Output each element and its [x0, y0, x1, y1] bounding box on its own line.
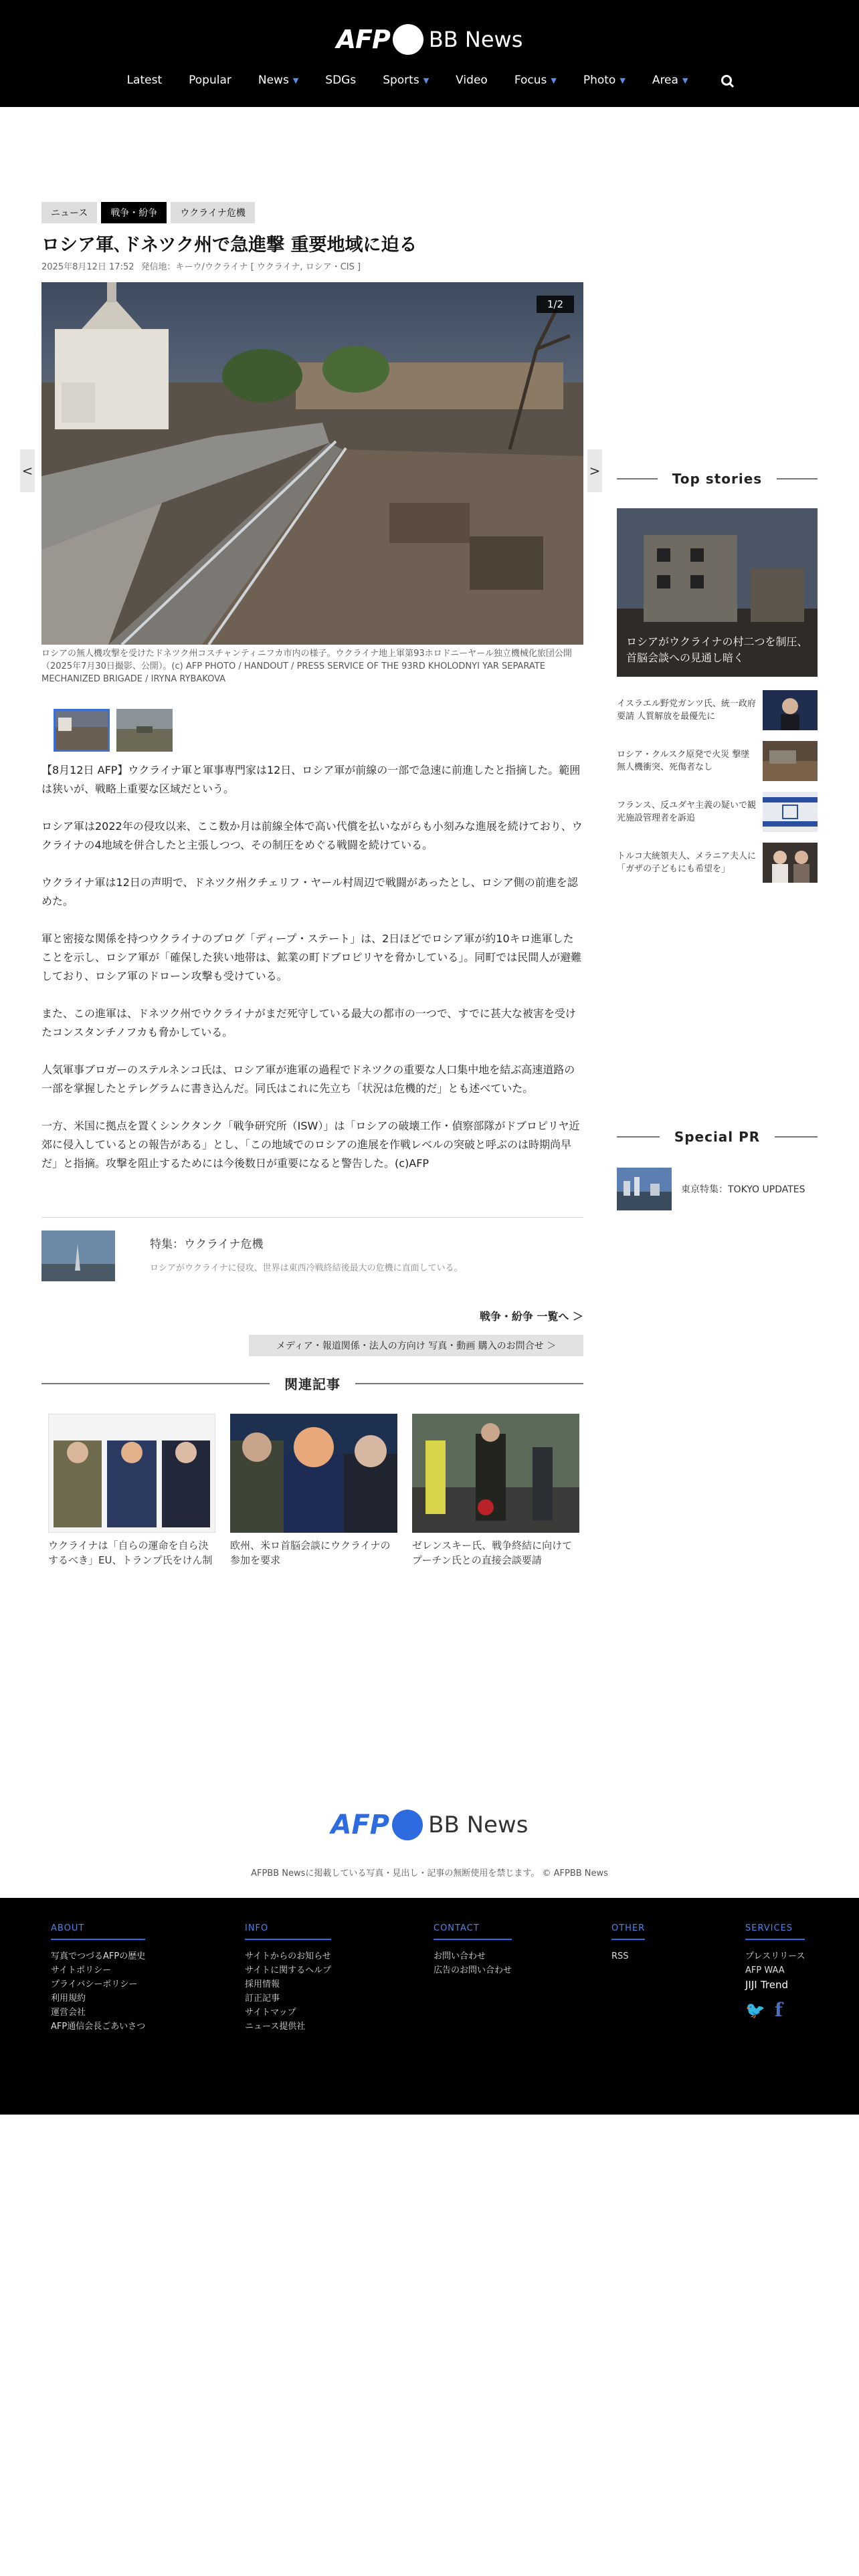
- nav-item-sdgs[interactable]: SDGs: [325, 74, 357, 87]
- war-conflict-list-link[interactable]: 戦争・紛争 一覧へ ＞: [479, 1310, 583, 1323]
- top-story-thumbnail: [763, 792, 818, 832]
- footer-column-info: [245, 1923, 331, 2034]
- footer-link[interactable]: 採用情報: [245, 1979, 280, 1990]
- top-story-title: トルコ大統領夫人、メラニア夫人に「ガザの子どもにも希望を」: [617, 851, 757, 874]
- gallery-counter: 1/2: [537, 296, 574, 313]
- footer-link[interactable]: プライバシーポリシー: [51, 1979, 138, 1990]
- footer-link[interactable]: ニュース提供社: [245, 2022, 306, 2032]
- nav-item-sports[interactable]: Sports ▼: [383, 74, 430, 87]
- gallery-next-button[interactable]: [587, 449, 602, 492]
- footer-column-heading: INFO: [245, 1923, 331, 1940]
- top-story-feature[interactable]: [617, 508, 818, 677]
- top-story-feature-title: ロシアがウクライナの村二つを制圧、首脳会談への見通し暗く: [626, 635, 808, 664]
- footer-link[interactable]: AFP WAA: [745, 1965, 785, 1975]
- top-stories-list: [617, 690, 818, 893]
- chevron-down-icon: ▼: [292, 76, 299, 85]
- footer-link[interactable]: サイトに関するヘルプ: [245, 1965, 332, 1975]
- footer-link[interactable]: RSS: [611, 1951, 629, 1961]
- jiji-trend-link[interactable]: JIJI Trend: [745, 1979, 788, 1991]
- article-title: ロシア軍､ドネツク州で急進撃 重要地域に迫る: [41, 235, 417, 255]
- footer-column-heading: OTHER: [611, 1923, 645, 1940]
- article-divider: [41, 1217, 583, 1218]
- feature-title: 特集：ウクライナ危機: [150, 1238, 264, 1251]
- site-footer: [0, 1898, 859, 2115]
- related-heading-label: 関連記事: [284, 1376, 341, 1392]
- footer-column-services: [745, 1923, 805, 2021]
- related-article-title: ゼレンスキー氏、戦争終結に向けてプーチン氏との直接会談要請: [412, 1539, 573, 1566]
- related-article-image: [230, 1414, 397, 1533]
- logo-dot-icon: [393, 24, 423, 55]
- search-icon: [721, 75, 732, 86]
- related-article-card[interactable]: [230, 1414, 397, 1568]
- top-story-title: イスラエル野党ガンツ氏、統一政府要請 人質解放を最優先に: [617, 699, 756, 722]
- footer-link[interactable]: サイトからのお知らせ: [245, 1951, 331, 1961]
- chevron-down-icon: ▼: [551, 76, 557, 85]
- copyright-notice: AFPBB Newsに掲載している写真・見出し・記事の無断使用を禁じます。 © AFPBB News: [251, 1868, 608, 1879]
- feature-thumbnail: [41, 1230, 115, 1281]
- special-pr-heading-label: Special PR: [674, 1129, 761, 1145]
- top-story-title: フランス、反ユダヤ主義の疑いで観光施設管理者を訴追: [617, 800, 757, 823]
- nav-item-news[interactable]: News ▼: [258, 74, 299, 87]
- article-paragraph: 人気軍事ブロガーのステルネンコ氏は、ロシア軍が進軍の過程でドネツクの重要な人口集中地を結ぶ高速道路の一部を掌握したとテレグラムに書き込んだ。同氏はこれに先立ち「状況は危機的だ」とも述べていた。: [41, 1063, 575, 1095]
- related-article-image: [412, 1414, 579, 1533]
- logo-afp-text: AFP: [336, 25, 390, 54]
- footer-column-other: [611, 1923, 645, 1963]
- gallery-prev-button[interactable]: [20, 449, 35, 492]
- footer-link[interactable]: プレスリリース: [745, 1951, 805, 1961]
- chevron-left-icon: <: [21, 463, 33, 479]
- article-paragraph: 一方、米国に拠点を置くシンクタンク「戦争研究所（ISW）」は「ロシアの破壊工作・偵察部隊がドブロピリヤ近郊に侵入しているとの報告がある」とし、「この地域でのロシアの進展を作戦レベルの突破と呼ぶのは時期尚早だ」と指摘。攻撃を阻止するためには今後数日が重要になると警告した。(c)AFP: [41, 1119, 580, 1170]
- footer-link[interactable]: 利用規約: [51, 1994, 86, 2004]
- footer-link[interactable]: サイトマップ: [245, 2008, 296, 2018]
- tag-war-conflict[interactable]: 戦争・紛争: [101, 202, 167, 223]
- main-nav: [0, 74, 859, 87]
- site-logo[interactable]: [0, 24, 859, 55]
- top-story-thumbnail: [763, 690, 818, 730]
- feature-description: ロシアがウクライナに侵攻、世界は東西冷戦終結後最大の危機に直面している。: [150, 1263, 463, 1273]
- article-date: 2025年8月12日 17:52: [41, 262, 134, 272]
- top-story-title: ロシア・クルスク原発で火災 撃墜無人機衝突、死傷者なし: [617, 750, 750, 772]
- footer-link[interactable]: お問い合わせ: [434, 1951, 486, 1961]
- feature-link[interactable]: [41, 1230, 463, 1281]
- top-story-item[interactable]: [617, 792, 818, 832]
- top-story-thumbnail: [763, 741, 818, 781]
- article-location: 発信地：キーウ/ウクライナ [ ウクライナ, ロシア・CIS ]: [140, 262, 361, 272]
- tag-ukraine-crisis[interactable]: ウクライナ危機: [171, 202, 255, 223]
- footer-link[interactable]: サイトポリシー: [51, 1965, 112, 1975]
- footer-logo-afp: AFP: [330, 1810, 390, 1840]
- footer-link[interactable]: 訂正記事: [245, 1994, 280, 2004]
- article-body: [41, 761, 583, 1192]
- social-links: [745, 1999, 805, 2021]
- gallery-thumbnail[interactable]: [116, 709, 173, 752]
- footer-column-contact: [434, 1923, 512, 1977]
- special-pr-heading: [617, 1129, 818, 1145]
- related-article-card[interactable]: [412, 1414, 579, 1568]
- twitter-icon[interactable]: 🐦: [745, 2000, 765, 2020]
- article-meta: [41, 259, 361, 272]
- related-article-title: 欧州、米ロ首脳会談にウクライナの参加を要求: [230, 1539, 391, 1566]
- related-article-card[interactable]: [48, 1414, 215, 1568]
- photo-gallery[interactable]: [41, 282, 583, 645]
- gallery-thumbnail[interactable]: [54, 709, 110, 752]
- article-paragraph: ロシア軍は2022年の侵攻以来、ここ数か月は前線全体で高い代償を払いながらも小刻みな進展を続けており、ウクライナの4地域を併合したと主張しつつ、その制圧をめぐる戦闘を続けている。: [41, 820, 583, 851]
- footer-column-about: [51, 1923, 145, 2034]
- top-story-thumbnail: [763, 843, 818, 883]
- media-inquiry-banner[interactable]: メディア・報道関係・法人の方向け 写真・動画 購入のお問合せ ＞: [249, 1335, 583, 1356]
- special-pr-title: 東京特集：TOKYO UPDATES: [681, 1184, 805, 1195]
- tag-news[interactable]: ニュース: [41, 202, 97, 223]
- article-paragraph: ウクライナ軍は12日の声明で、ドネツク州クチェリフ・ヤール村周辺で戦闘があったとし、ロシア側の前進を認めた。: [41, 876, 578, 907]
- photo-caption: ロシアの無人機攻撃を受けたドネツク州コスチャンティニフカ市内の様子。ウクライナ地上軍第93ホロドニーヤール独立機械化旅団公開（2025年7月30日撮影、公開）。(c) AFP PHOTO / HANDOUT / PRESS SERVICE OF THE 93RD KHOLODNYI YAR SEPARATE MECHANIZED BRIGADE / IRYNA RYBAKOVA: [41, 649, 572, 684]
- gallery-thumbnails: [54, 709, 173, 752]
- footer-link[interactable]: 運営会社: [51, 2008, 86, 2018]
- top-stories-heading-label: Top stories: [672, 471, 763, 487]
- article-paragraph: また、この進軍は、ドネツク州でウクライナがまだ死守している最大の都市の一つで、すでに甚大な被害を受けたコンスタンチノフカも脅かしている。: [41, 1007, 576, 1039]
- footer-link[interactable]: 写真でつづるAFPの歴史: [51, 1951, 146, 1961]
- footer-column-heading: SERVICES: [745, 1923, 805, 1940]
- special-pr-thumbnail: [617, 1168, 672, 1210]
- gallery-photo: [41, 282, 583, 645]
- footer-column-heading: CONTACT: [434, 1923, 512, 1940]
- special-pr-item[interactable]: [617, 1168, 805, 1210]
- top-stories-heading: [617, 471, 818, 487]
- footer-link[interactable]: AFP通信会長ごあいさつ: [51, 2022, 146, 2032]
- chevron-down-icon: ▼: [682, 76, 688, 85]
- nav-item-latest[interactable]: Latest: [126, 74, 163, 87]
- site-header: [0, 0, 859, 107]
- nav-item-popular[interactable]: Popular: [189, 74, 231, 87]
- nav-item-focus[interactable]: Focus ▼: [514, 74, 557, 87]
- top-story-item[interactable]: [617, 690, 818, 730]
- footer-logo-bb: BB News: [428, 1812, 529, 1838]
- footer-link[interactable]: 広告のお問い合わせ: [434, 1965, 512, 1975]
- nav-search-button[interactable]: [701, 74, 745, 87]
- chevron-right-icon: >: [589, 463, 601, 479]
- article-paragraph: 【8月12日 AFP】ウクライナ軍と軍事専門家は12日、ロシア軍が前線の一部で急速に前進したと指摘した。範囲は狭いが、戦略上重要な区域だという。: [41, 764, 581, 795]
- footer-logo-dot-icon: [392, 1810, 423, 1840]
- footer-logo[interactable]: [0, 1810, 859, 1840]
- nav-item-photo[interactable]: Photo ▼: [583, 74, 626, 87]
- facebook-icon[interactable]: f: [774, 1999, 783, 2021]
- footer-column-heading: ABOUT: [51, 1923, 145, 1940]
- article-paragraph: 軍と密接な関係を持つウクライナのブログ「ディープ・ステート」は、2日ほどでロシア軍が約10キロ進軍したことを示し、ロシア軍が「確保した狭い地帯は、鉱業の町ドブロピリヤを脅かしている」。同町では民間人が避難しており、ロシア軍のドローン攻撃も受けている。: [41, 932, 582, 982]
- related-article-image: [48, 1414, 215, 1533]
- article-tags: [41, 202, 255, 223]
- logo-bb-text: BB News: [428, 27, 523, 52]
- nav-item-video[interactable]: Video: [456, 74, 488, 87]
- related-articles: [48, 1414, 579, 1568]
- top-story-item[interactable]: [617, 843, 818, 883]
- chevron-down-icon: ▼: [423, 76, 430, 85]
- chevron-down-icon: ▼: [619, 76, 626, 85]
- top-story-item[interactable]: [617, 741, 818, 781]
- nav-item-area[interactable]: Area ▼: [652, 74, 688, 87]
- related-heading: [41, 1374, 583, 1393]
- related-article-title: ウクライナは「自らの運命を自ら決するべき」EU、トランプ氏をけん制: [48, 1539, 213, 1566]
